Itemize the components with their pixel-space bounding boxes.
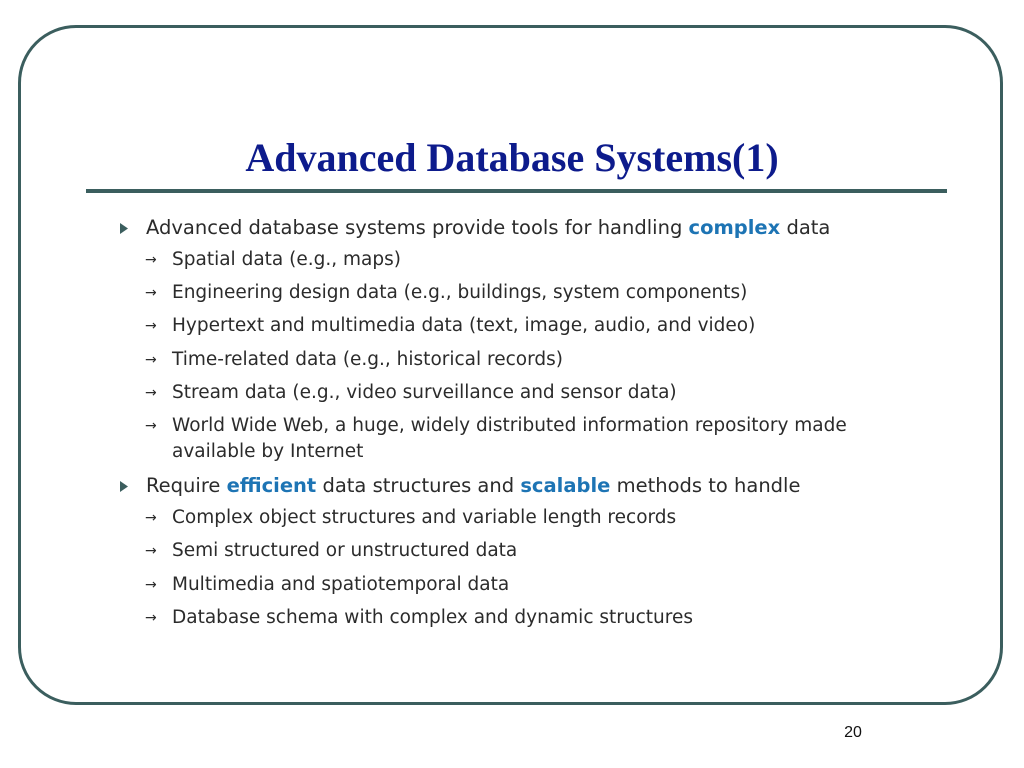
title-divider [86, 189, 947, 193]
sub-bullet-text: Semi structured or unstructured data [172, 540, 518, 562]
bullet-list [118, 214, 918, 638]
bullet-text-segment: Advanced database systems provide tools for handling [146, 216, 689, 239]
bullet-text [146, 474, 800, 497]
sub-bullet-item [118, 280, 918, 306]
arrow-right-icon: → [145, 510, 157, 527]
sub-bullet-item [118, 313, 918, 339]
arrow-right-icon: → [145, 576, 157, 593]
arrow-right-icon: → [145, 252, 157, 268]
sub-bullet-text: Multimedia and spatiotemporal data [172, 573, 510, 595]
bullet-item [118, 472, 918, 500]
sub-bullet-item [118, 347, 918, 373]
arrow-right-icon: → [145, 285, 157, 302]
sub-bullet-item [118, 605, 918, 631]
sub-bullet-text: Hypertext and multimedia data (text, image, audio, and video) [172, 315, 756, 337]
emphasis-text: complex [688, 216, 781, 239]
sub-bullet-item [118, 505, 918, 531]
sub-bullet-item [118, 413, 918, 465]
bullet-text-segment: data [780, 216, 831, 239]
sub-bullet-text: Spatial data (e.g., maps) [172, 249, 401, 270]
arrow-right-icon: → [145, 543, 157, 560]
sub-bullet-item [118, 538, 918, 564]
arrow-right-icon: → [145, 609, 157, 626]
sub-bullet-text: Time-related data (e.g., historical records) [172, 348, 563, 370]
sub-bullet-text: Complex object structures and variable length records [172, 507, 677, 529]
sub-bullet-text: Engineering design data (e.g., buildings, system components) [172, 282, 748, 304]
bullet-text-segment: data structures and [316, 474, 521, 498]
sub-bullet-item [118, 572, 918, 598]
sub-bullet-item [118, 247, 918, 273]
triangle-right-icon [118, 214, 136, 242]
emphasis-text: efficient [226, 474, 317, 498]
sub-bullet-text: World Wide Web, a huge, widely distributed information repository made available by Internet [172, 414, 847, 462]
arrow-right-icon: → [145, 384, 157, 401]
arrow-right-icon: → [145, 417, 157, 434]
bullet-text-segment: Require [146, 474, 227, 498]
sub-bullet-text: Stream data (e.g., video surveillance and sensor data) [172, 381, 677, 403]
emphasis-text: scalable [520, 474, 611, 498]
sub-bullet-text: Database schema with complex and dynamic structures [172, 606, 693, 628]
page-number: 20 [844, 724, 862, 741]
arrow-right-icon: → [145, 318, 157, 335]
bullet-text [146, 216, 830, 239]
slide-title: Advanced Database Systems(1) [245, 135, 779, 180]
sub-bullet-item [118, 380, 918, 406]
bullet-item [118, 214, 918, 242]
triangle-right-icon [118, 472, 136, 500]
bullet-text-segment: methods to handle [610, 474, 801, 498]
arrow-right-icon: → [145, 351, 157, 368]
